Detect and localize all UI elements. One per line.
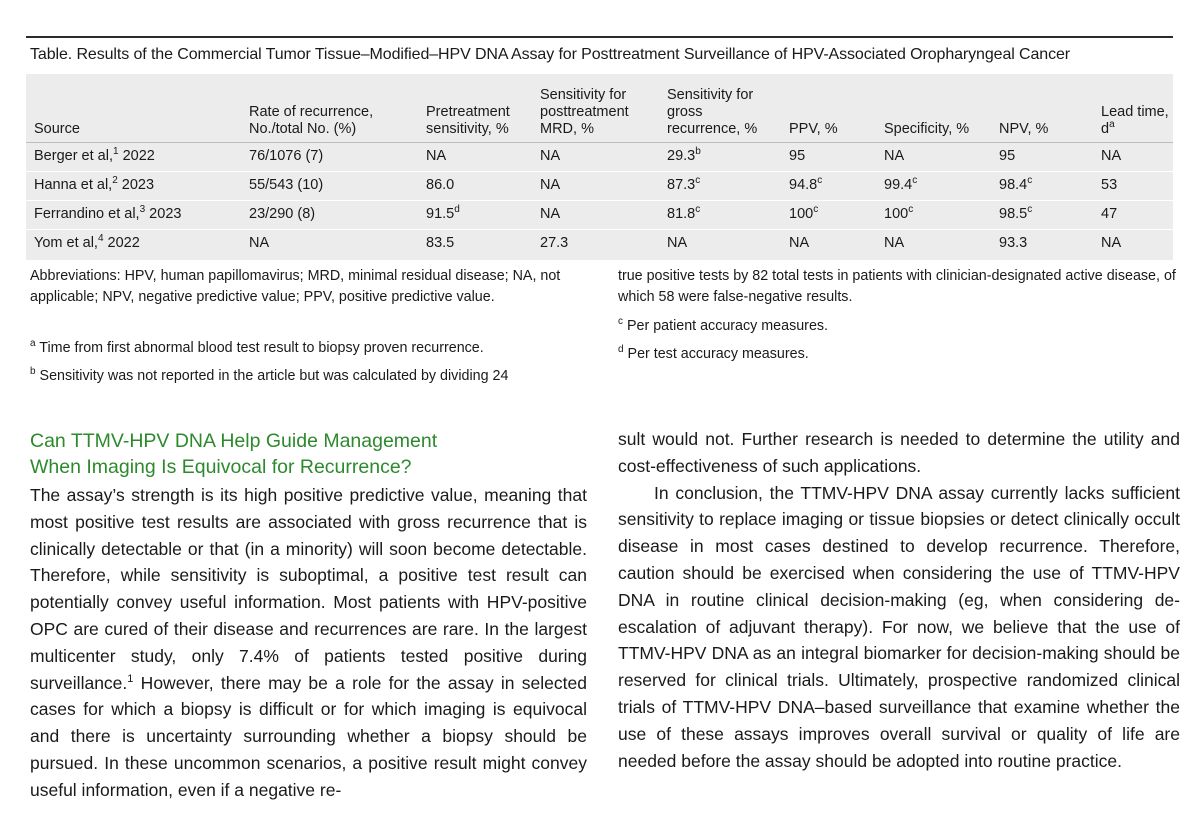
cell-npv-value: 95 bbox=[999, 148, 1016, 164]
cell-ppv bbox=[789, 234, 809, 252]
cell-npv bbox=[999, 176, 1032, 194]
col-header-lead-time bbox=[1101, 104, 1169, 138]
cell-specificity-value: 100 bbox=[884, 206, 909, 222]
footnote-a bbox=[30, 338, 575, 359]
cell-source-value: Hanna et al, bbox=[34, 177, 113, 193]
cell-source-value: 2022 bbox=[103, 235, 140, 251]
cell-source-value: 2023 bbox=[117, 177, 155, 193]
cell-gross-footnote-mark: c bbox=[695, 204, 701, 216]
col-header-pre-line1: Pretreatment bbox=[426, 104, 510, 120]
footnote-d-text: Per test accuracy measures. bbox=[623, 346, 809, 362]
footnote-d-mark: d bbox=[618, 344, 624, 356]
cell-gross bbox=[667, 147, 701, 165]
cell-source bbox=[34, 176, 154, 194]
cell-ppv bbox=[789, 147, 805, 165]
cell-rate bbox=[249, 205, 315, 223]
footnote-b-text: Sensitivity was not reported in the article but was calculated by dividing 24 bbox=[35, 368, 509, 384]
cell-rate bbox=[249, 176, 323, 194]
col-header-mrd-line2: posttreatment bbox=[540, 104, 629, 120]
footnote-c bbox=[618, 316, 1178, 337]
col-header-ppv: PPV, % bbox=[789, 121, 838, 137]
row-divider bbox=[26, 171, 1173, 172]
col-header-gross-line1: Sensitivity for bbox=[667, 87, 754, 103]
cell-mrd-value: 27.3 bbox=[540, 235, 569, 251]
cell-source-footnote-mark: 3 bbox=[139, 204, 146, 216]
paragraph-part: However, there may be a role for the assay in selected cases for which a biopsy is difficult or for which imaging is equivocal and there is uncertainty surrounding whether a biopsy should be pursued. In these uncommon scenarios, a positive result might convey useful information, even if a negative re- bbox=[30, 672, 587, 800]
cell-specificity-footnote-mark: c bbox=[908, 204, 914, 216]
cell-specificity bbox=[884, 147, 904, 165]
cell-rate-value: NA bbox=[249, 235, 270, 251]
cell-source bbox=[34, 205, 181, 223]
cell-mrd-value: NA bbox=[540, 206, 561, 222]
cell-ppv bbox=[789, 176, 822, 194]
cell-source-value: Ferrandino et al, bbox=[34, 206, 140, 222]
cell-mrd-value: NA bbox=[540, 177, 561, 193]
cell-lead-time-value: 47 bbox=[1101, 206, 1118, 222]
cell-source-footnote-mark: 1 bbox=[113, 146, 119, 158]
section-heading bbox=[30, 428, 590, 480]
cell-mrd bbox=[540, 147, 560, 165]
cell-gross bbox=[667, 176, 700, 194]
cell-rate bbox=[249, 147, 323, 165]
table-title bbox=[30, 46, 1070, 64]
cell-lead-time bbox=[1101, 234, 1121, 252]
cell-source bbox=[34, 234, 140, 252]
cell-ppv-value: 100 bbox=[789, 206, 814, 222]
cell-specificity-value: 99.4 bbox=[884, 177, 913, 193]
cell-source bbox=[34, 147, 155, 165]
footnote-a-mark: a bbox=[30, 338, 36, 350]
cell-specificity-value: NA bbox=[884, 235, 905, 251]
cell-pretreatment-value: NA bbox=[426, 148, 447, 164]
col-header-mrd-line1: Sensitivity for bbox=[540, 87, 627, 103]
cell-pretreatment bbox=[426, 176, 454, 194]
cell-pretreatment-value: 91.5 bbox=[426, 206, 455, 222]
cell-rate-value: 76/1076 (7) bbox=[249, 148, 324, 164]
table-title-label: Table. bbox=[30, 46, 73, 63]
col-header-pre-line2: sensitivity, % bbox=[426, 121, 509, 137]
col-header-lead-line2 bbox=[1101, 121, 1169, 138]
cell-pretreatment bbox=[426, 147, 446, 165]
cell-mrd bbox=[540, 176, 560, 194]
cell-lead-time bbox=[1101, 147, 1121, 165]
cell-ppv-value: NA bbox=[789, 235, 810, 251]
cell-gross-footnote-mark: b bbox=[695, 146, 701, 158]
col-header-gross-line3: recurrence, % bbox=[667, 121, 758, 137]
col-header-rate-line1: Rate of recurrence, bbox=[249, 104, 374, 120]
left-column-text bbox=[30, 482, 587, 804]
cell-npv-value: 98.4 bbox=[999, 177, 1028, 193]
cell-rate bbox=[249, 234, 269, 252]
row-divider bbox=[26, 229, 1173, 230]
cell-pretreatment-footnote-mark: d bbox=[454, 204, 460, 216]
footnote-a-text: Time from first abnormal blood test result to biopsy proven recurrence. bbox=[35, 340, 484, 356]
row-divider bbox=[26, 200, 1173, 201]
cell-rate-value: 55/543 (10) bbox=[249, 177, 324, 193]
cell-ppv bbox=[789, 205, 818, 223]
paragraph: In conclusion, the TTMV-HPV DNA assay currently lacks sufficient sensitivity to replace imaging or tissue biopsies or detect clinically occult disease in most cases destined to develop recurrence. Therefore, caution should be exercised when considering the use of TTMV-HPV DNA in routine clinical decision-making (eg, when considering de-escalation of adjuvant therapy). For now, we believe that the use of TTMV-HPV DNA as an integral biomarker for decision-making should be reserved for clinical trials. Ultimately, prospective randomized clinical trials of TTMV-HPV DNA–based surveillance that examine whether the use of these assays improves overall survival or quality of life are needed before the assay should be adopted into routine practice. bbox=[618, 482, 1180, 771]
cell-mrd-value: NA bbox=[540, 148, 561, 164]
col-header-npv: NPV, % bbox=[999, 121, 1049, 137]
col-header-source: Source bbox=[34, 121, 80, 137]
cell-specificity bbox=[884, 205, 913, 223]
footnote-b-mark: b bbox=[30, 366, 36, 378]
cell-gross-value: 29.3 bbox=[667, 148, 696, 164]
cell-specificity-value: NA bbox=[884, 148, 905, 164]
cell-lead-time-value: 53 bbox=[1101, 177, 1118, 193]
cell-lead-time-value: NA bbox=[1101, 148, 1122, 164]
col-header-rate-line2: No./total No. (%) bbox=[249, 121, 357, 137]
citation-ref: 1 bbox=[127, 672, 134, 685]
cell-source-value: 2022 bbox=[118, 148, 155, 164]
col-header-gross-line2: gross bbox=[667, 104, 703, 120]
cell-pretreatment bbox=[426, 205, 460, 223]
col-header-rate bbox=[249, 104, 373, 138]
cell-mrd bbox=[540, 234, 568, 252]
cell-gross-footnote-mark: c bbox=[695, 175, 701, 187]
cell-npv-value: 93.3 bbox=[999, 235, 1028, 251]
col-header-gross bbox=[667, 87, 757, 138]
col-header-mrd-line3: MRD, % bbox=[540, 121, 594, 137]
cell-ppv-footnote-mark: c bbox=[817, 175, 823, 187]
header-divider bbox=[26, 142, 1173, 143]
cell-specificity-footnote-mark: c bbox=[912, 175, 918, 187]
section-heading-line2: When Imaging Is Equivocal for Recurrence? bbox=[30, 456, 412, 478]
cell-npv-footnote-mark: c bbox=[1027, 204, 1033, 216]
footnote-b-continued: true positive tests by 82 total tests in patients with clinician-designated active disease, of which 58 were false-negative results. bbox=[618, 268, 1176, 305]
cell-specificity bbox=[884, 234, 904, 252]
cell-source-footnote-mark: 4 bbox=[97, 233, 104, 245]
col-header-mrd bbox=[540, 87, 629, 138]
col-header-lead-line1: Lead time, bbox=[1101, 104, 1169, 120]
cell-npv-footnote-mark: c bbox=[1027, 175, 1033, 187]
cell-npv bbox=[999, 205, 1032, 223]
cell-gross bbox=[667, 234, 687, 252]
section-heading-line1: Can TTMV-HPV DNA Help Guide Management bbox=[30, 430, 438, 452]
cell-mrd bbox=[540, 205, 560, 223]
cell-ppv-footnote-mark: c bbox=[813, 204, 819, 216]
footnote-c-mark: c bbox=[618, 316, 623, 328]
cell-gross-value: NA bbox=[667, 235, 688, 251]
cell-gross-value: 81.8 bbox=[667, 206, 696, 222]
cell-pretreatment bbox=[426, 234, 454, 252]
footnote-c-text: Per patient accuracy measures. bbox=[623, 318, 829, 334]
top-rule bbox=[26, 36, 1173, 38]
cell-lead-time-value: NA bbox=[1101, 235, 1122, 251]
cell-gross bbox=[667, 205, 700, 223]
col-header-pretreatment bbox=[426, 104, 510, 138]
footnote-b bbox=[30, 366, 575, 387]
cell-source-value: 2023 bbox=[145, 206, 182, 222]
cell-npv-value: 98.5 bbox=[999, 206, 1028, 222]
cell-npv bbox=[999, 234, 1027, 252]
paragraph-part: The assay’s strength is its high positive predictive value, meaning that most positive test results are associated with gross recurrence that is clinically detectable or that (in a minority) will soon become detectable. Therefore, while sensitivity is suboptimal, a positive test result can potentially convey useful information. Most patients with HPV-positive OPC are cured of their disease and recurrences are rare. In the largest multicenter study, only 7.4% of patients tested positive during surveillance. bbox=[30, 485, 587, 693]
cell-source-value: Yom et al, bbox=[34, 235, 98, 251]
right-column-text bbox=[618, 426, 1180, 774]
table-title-text: Results of the Commercial Tumor Tissue–Modified–HPV DNA Assay for Posttreatment Surveillance of HPV-Associated Oropharyngeal Cancer bbox=[76, 46, 1071, 63]
cell-npv bbox=[999, 147, 1015, 165]
lead-d: d bbox=[1101, 121, 1110, 137]
paragraph bbox=[30, 482, 587, 804]
cell-source-value: Berger et al, bbox=[34, 148, 113, 164]
cell-source-footnote-mark: 2 bbox=[112, 175, 118, 187]
paragraph: sult would not. Further research is needed to determine the utility and cost-effectiveness of such applications. bbox=[618, 429, 1180, 476]
footnote-abbreviations: Abbreviations: HPV, human papillomavirus; MRD, minimal residual disease; NA, not applicable; NPV, negative predictive value; PPV, positive predictive value. bbox=[30, 268, 561, 305]
col-header-specificity: Specificity, % bbox=[884, 121, 970, 137]
cell-lead-time bbox=[1101, 205, 1117, 223]
footnote-d bbox=[618, 344, 1178, 365]
cell-gross-value: 87.3 bbox=[667, 177, 696, 193]
cell-lead-time bbox=[1101, 176, 1117, 194]
cell-rate-value: 23/290 (8) bbox=[249, 206, 316, 222]
cell-ppv-value: 95 bbox=[789, 148, 806, 164]
cell-specificity bbox=[884, 176, 917, 194]
cell-pretreatment-value: 83.5 bbox=[426, 235, 455, 251]
lead-sup: a bbox=[1109, 119, 1115, 131]
cell-ppv-value: 94.8 bbox=[789, 177, 818, 193]
cell-pretreatment-value: 86.0 bbox=[426, 177, 455, 193]
